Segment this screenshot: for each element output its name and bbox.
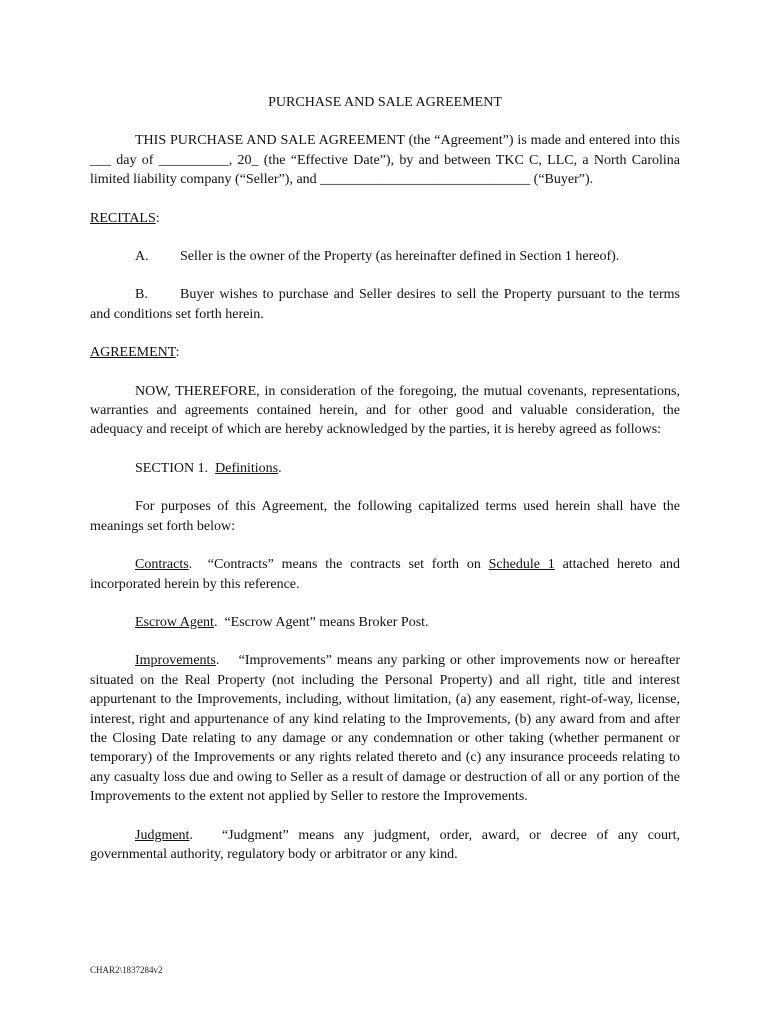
definitions-intro: For purposes of this Agreement, the following capitalized terms used herein shall have the meanings set forth below: bbox=[90, 499, 680, 534]
preamble-paragraph: THIS PURCHASE AND SALE AGREEMENT (the “Agreement”) is made and entered into this ___ day of __________, 20_ (the “Effective Date”), by and between TKC C, LLC, a North Carolina limited liability company (“Seller”), and ______________________________ (“Buyer”). bbox=[90, 133, 680, 188]
document-body bbox=[90, 93, 684, 883]
definition-contracts-term: Contracts bbox=[135, 557, 189, 573]
definition-contracts-text-after: attached hereto and incorporated herein by this reference. bbox=[90, 557, 681, 592]
document-footer-id: CHAR2\1837284v2 bbox=[90, 965, 163, 975]
document-title: PURCHASE AND SALE AGREEMENT bbox=[268, 95, 502, 110]
definition-escrow-agent-term: Escrow Agent bbox=[135, 614, 214, 630]
recital-a-text: Seller is the owner of the Property (as hereinafter defined in Section 1 hereof). bbox=[180, 249, 620, 265]
section-1-prefix: SECTION 1. bbox=[135, 460, 216, 476]
definition-judgment-term: Judgment bbox=[135, 827, 190, 843]
recitals-heading-text: RECITALS bbox=[90, 210, 156, 226]
recital-b-letter: B. bbox=[135, 287, 148, 303]
definition-improvements-text: . “Improvements” means any parking or other improvements now or hereafter situated on the Real Property (not including the Personal Property) and all right, title and interest appurtenant to the Improvements, including, without limitation, (a) any easement, right-of-way, license, interest, right and appurtenance of any kind relating to the Improvements, (b) any award from and after the Closing Date relating to any damage or any condemnation or other taking (whether permanent or temporary) of the Improvements or any rights related thereto and (c) any insurance proceeds relating to any casualty loss due and owing to Seller as a result of damage or destruction of all or any portion of the Improvements to the extent not applied by Seller to restore the Improvements. bbox=[90, 653, 684, 805]
definition-improvements bbox=[90, 651, 684, 806]
agreement-heading bbox=[90, 343, 680, 362]
now-therefore-paragraph: NOW, THEREFORE, in consideration of the foregoing, the mutual covenants, representations, warranties and agreements contained herein, and for other good and valuable consideration, the adequacy and receipt of which are hereby acknowledged by the parties, it is hereby agreed as follows: bbox=[90, 383, 680, 438]
agreement-heading-colon: : bbox=[175, 345, 180, 361]
agreement-heading-text: AGREEMENT bbox=[90, 345, 176, 361]
section-1-title: Definitions bbox=[215, 460, 279, 476]
definition-judgment-text: . “Judgment” means any judgment, order, award, or decree of any court, governmental authority, regulatory body or arbitrator or any kind. bbox=[90, 827, 684, 862]
recital-b-text: Buyer wishes to purchase and Seller desires to sell the Property pursuant to the terms and conditions set forth herein. bbox=[90, 287, 680, 322]
section-1-suffix: . bbox=[278, 460, 282, 476]
section-1-heading bbox=[90, 459, 680, 478]
recitals-heading bbox=[90, 209, 680, 228]
definition-judgment bbox=[90, 826, 684, 865]
definition-escrow-agent bbox=[90, 613, 680, 632]
definition-escrow-agent-text: . “Escrow Agent” means Broker Post. bbox=[213, 614, 429, 630]
definition-contracts-text-before: . “Contracts” means the contracts set forth on bbox=[188, 557, 489, 573]
definition-contracts bbox=[90, 555, 680, 594]
recital-b bbox=[90, 285, 680, 324]
recital-a bbox=[90, 247, 680, 266]
definition-improvements-term: Improvements bbox=[135, 653, 216, 669]
recital-a-letter: A. bbox=[135, 249, 149, 265]
recitals-heading-colon: : bbox=[155, 210, 160, 226]
schedule-1-reference: Schedule 1 bbox=[488, 557, 555, 573]
